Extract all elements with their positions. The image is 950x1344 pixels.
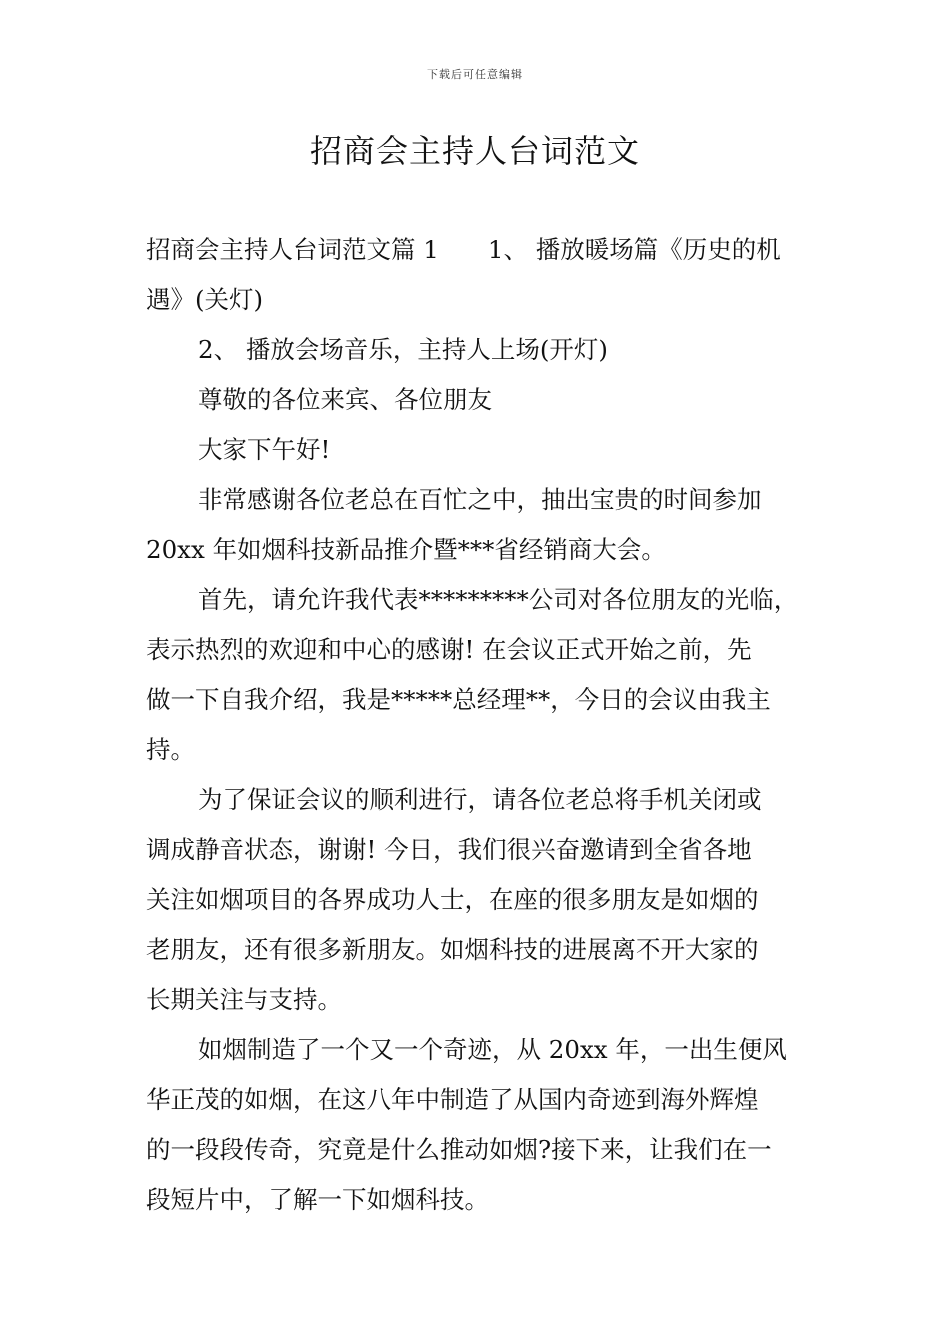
paragraph-3 (146, 375, 810, 425)
paragraph-line: 老朋友，还有很多新朋友。如烟科技的进展离不开大家的 (146, 935, 759, 964)
paragraph-line: 段短片中，了解一下如烟科技。 (146, 1185, 489, 1214)
paragraph-4 (146, 425, 810, 475)
paragraph-line: 20xx 年如烟科技新品推介暨***省经销商大会。 (146, 535, 666, 564)
header-note: 下载后可任意编辑 (427, 68, 523, 81)
document-title: 招商会主持人台词范文 (309, 132, 640, 170)
paragraph-line: 大家下午好! (198, 435, 331, 464)
paragraph-line: 持。 (146, 735, 195, 764)
paragraph-line: 做一下自我介绍，我是*****总经理**，今日的会议由我主 (146, 685, 771, 714)
paragraph-line: 如烟制造了一个又一个奇迹，从 20xx 年，一出生便风 (198, 1035, 787, 1064)
paragraph-line: 华正茂的如烟，在这八年中制造了从国内奇迹到海外辉煌 (146, 1085, 759, 1114)
paragraph-1 (146, 225, 810, 325)
paragraph-line: 为了保证会议的顺利进行，请各位老总将手机关闭或 (198, 785, 762, 814)
paragraph-line: 关注如烟项目的各界成功人士，在座的很多朋友是如烟的 (146, 885, 759, 914)
paragraph-line: 长期关注与支持。 (146, 985, 342, 1014)
paragraph-5 (146, 475, 810, 575)
paragraph-line: 2、 播放会场音乐，主持人上场(开灯) (198, 335, 608, 364)
document-body (146, 225, 810, 1225)
paragraph-line: 的一段段传奇，究竟是什么推动如烟?接下来，让我们在一 (146, 1135, 772, 1164)
paragraph-2 (146, 325, 810, 375)
paragraph-line: 首先，请允许我代表*********公司对各位朋友的光临， (198, 585, 799, 614)
paragraph-line: 遇》(关灯) (146, 285, 264, 314)
paragraph-6 (146, 575, 810, 775)
paragraph-7 (146, 775, 810, 1025)
paragraph-line: 调成静音状态，谢谢! 今日，我们很兴奋邀请到全省各地 (146, 835, 752, 864)
paragraph-line: 尊敬的各位来宾、各位朋友 (198, 385, 492, 414)
paragraph-line: 招商会主持人台词范文篇 1 1、 播放暖场篇《历史的机 (146, 235, 781, 264)
paragraph-line: 表示热烈的欢迎和中心的感谢! 在会议正式开始之前，先 (146, 635, 752, 664)
paragraph-line: 非常感谢各位老总在百忙之中，抽出宝贵的时间参加 (198, 485, 762, 514)
paragraph-8 (146, 1025, 810, 1225)
